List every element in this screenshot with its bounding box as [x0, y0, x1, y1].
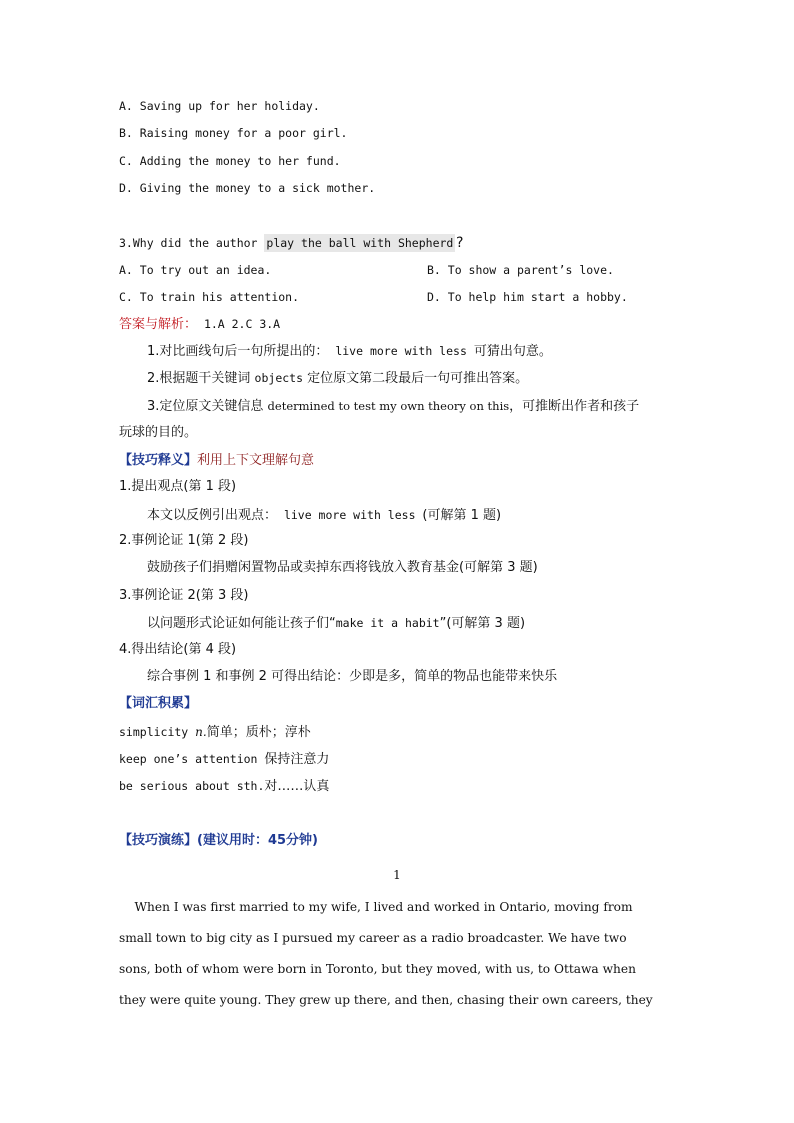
q3-stem-prefix: 3.Why did the author: [119, 236, 265, 250]
skill-point-4-body: 综合事例 1 和事例 2 可得出结论：少即是多，简单的物品也能带来快乐: [147, 669, 558, 684]
skill-point-2-body: 鼓励孩子们捐赠闲置物品或卖掉东西将钱放入教育基金(可解第 3 题): [147, 560, 538, 575]
explanation-3: 3.定位原文关键信息 determined to test my own theory on this，可推断出作者和孩子: [147, 399, 640, 414]
q3-option-a: A. To try out an idea.: [119, 263, 272, 277]
q3-option-c: C. To train his attention.: [119, 290, 300, 304]
skill-point-3-body: 以问题形式论证如何能让孩子们“make it a habit”(可解第 3 题): [147, 616, 526, 631]
answer-values: 1.A 2.C 3.A: [197, 317, 281, 331]
q3-option-d: D. To help him start a hobby.: [427, 290, 628, 304]
explanation-3-continued: 玩球的目的。: [119, 425, 198, 440]
q3-stem-highlight: play the ball with Shepherd: [266, 236, 454, 250]
answer-keys: [119, 316, 280, 333]
passage-line: small town to big city as I pursued my career as a radio broadcaster. We have two: [119, 931, 627, 945]
q3-stem: [119, 235, 464, 251]
q2-option-c: C. Adding the money to her fund.: [119, 154, 341, 168]
passage-line: When I was first married to my wife, I lived and worked in Ontario, moving from: [119, 900, 633, 914]
explanation-1: 1.对比画线句后一句所提出的： live more with less 可猜出句意。: [147, 344, 552, 359]
skill-point-4-title: 4.得出结论(第 4 段): [119, 642, 237, 657]
passage-number: 1: [393, 868, 401, 882]
q3-options-row-1: [119, 262, 639, 278]
passage-line: sons, both of whom were born in Toronto, but they moved, with us, to Ottawa when: [119, 962, 636, 976]
skill-heading: 【技巧释义】利用上下文理解句意: [119, 453, 315, 468]
vocab-heading: 【词汇积累】: [119, 696, 198, 711]
q3-option-b: B. To show a parent’s love.: [427, 263, 614, 277]
skill-point-1-title: 1.提出观点(第 1 段): [119, 479, 237, 494]
answer-label: 答案与解析：: [119, 317, 198, 332]
q2-option-d: D. Giving the money to a sick mother.: [119, 181, 376, 195]
skill-point-3-title: 3.事例论证 2(第 3 段): [119, 588, 249, 603]
q3-stem-suffix: ?: [455, 235, 464, 251]
explanation-2: 2.根据题干关键词 objects 定位原文第二段最后一句可推出答案。: [147, 371, 529, 386]
passage-line: they were quite young. They grew up there, and then, chasing their own careers, they: [119, 993, 653, 1007]
vocab-item: keep one’s attention 保持注意力: [119, 752, 330, 767]
q2-option-b: B. Raising money for a poor girl.: [119, 126, 348, 140]
q2-option-a: A. Saving up for her holiday.: [119, 99, 320, 113]
skill-point-2-title: 2.事例论证 1(第 2 段): [119, 533, 249, 548]
q3-options-row-2: [119, 289, 639, 305]
skill-point-1-body: 本文以反例引出观点： live more with less (可解第 1 题): [147, 508, 502, 523]
vocab-item: simplicity n.简单；质朴；淳朴: [119, 725, 311, 740]
practice-heading: 【技巧演练】(建议用时：45分钟): [119, 833, 318, 848]
vocab-item: be serious about sth.对……认真: [119, 779, 330, 794]
